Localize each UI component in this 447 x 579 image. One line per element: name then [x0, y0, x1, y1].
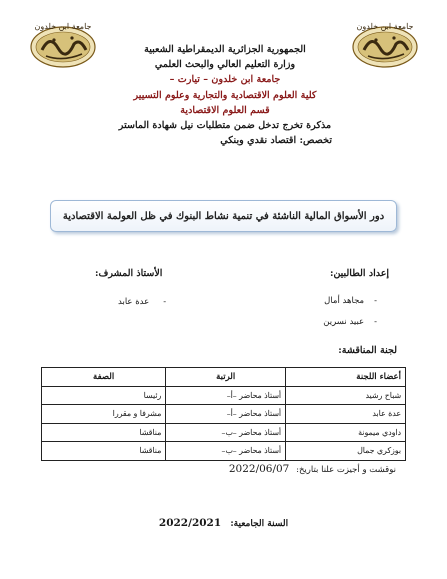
university-logo-left [28, 20, 98, 70]
committee-table [41, 367, 406, 461]
member-name: بوزكري جمال [286, 442, 406, 461]
member-role: مناقشا [42, 423, 166, 442]
faculty-line: كلية العلوم الاقتصادية والتجارية وعلوم التسيير [133, 89, 317, 101]
column-header: أعضاء اللجنة [286, 368, 406, 387]
member-name: شباح رشيد [286, 386, 406, 405]
student-entry [323, 317, 377, 327]
thesis-purpose-line: مذكرة تخرج تدخل ضمن متطلبات نيل شهادة الماستر [118, 120, 332, 132]
academic-year-label: السنة الجامعية: [230, 519, 289, 529]
member-role: مناقشا [42, 442, 166, 461]
supervisor-name: عدة عابد [118, 297, 150, 307]
member-role: رئيسا [42, 386, 166, 405]
specialty-line: تخصص: اقتصاد نقدي وبنكي [220, 135, 332, 147]
column-header: الصفة [42, 368, 166, 387]
ministry-line: وزارة التعليم العالي والبحث العلمي [154, 59, 296, 71]
member-rank: أستاذ محاضر –أ– [166, 386, 286, 405]
university-line: جامعة ابن خلدون – تيارت – [169, 74, 281, 86]
discussion-label: نوقشت و أجيزت علنا بتاريخ: [296, 465, 396, 475]
member-name: عدة عابد [286, 405, 406, 424]
supervisor-entry [118, 297, 166, 307]
republic-line: الجمهورية الجزائرية الديمقراطية الشعبية [144, 44, 306, 55]
university-logo-right [350, 20, 420, 70]
table-row [42, 423, 406, 442]
committee-label: لجنة المناقشة: [338, 345, 397, 356]
academic-year-value: 2022/2021 [158, 517, 222, 529]
discussion-date: 2022/06/07 [228, 463, 290, 475]
student-name: مجاهد أمال [324, 296, 365, 306]
table-header-row [42, 368, 406, 387]
institution-header [100, 42, 350, 148]
member-name: داودي ميمونة [286, 423, 406, 442]
column-header: الرتبة [166, 368, 286, 387]
department-line: قسم العلوم الاقتصادية [180, 104, 270, 116]
students-label: إعداد الطالبين: [329, 268, 389, 279]
member-rank: أستاذ محاضر –ب– [166, 442, 286, 461]
member-rank: أستاذ محاضر –أ– [166, 405, 286, 424]
student-entry [324, 296, 377, 306]
supervisor-label: الأستاذ المشرف: [95, 268, 163, 279]
bullet-dash: - [163, 297, 167, 307]
member-role: مشرفا و مقررا [42, 405, 166, 424]
discussion-date-line [229, 463, 396, 475]
student-name: عبيد نسرين [323, 317, 365, 327]
table-row [42, 442, 406, 461]
logo-caption: جامعة ابن خلدون [356, 22, 414, 31]
academic-year-line [0, 517, 447, 529]
thesis-title: دور الأسواق المالية الناشئة في تنمية نشاط البنوك في ظل العولمة الاقتصادية [62, 210, 385, 222]
thesis-title-box [50, 200, 397, 232]
bullet-dash: - [374, 296, 377, 306]
table-row [42, 405, 406, 424]
bullet-dash: - [374, 317, 377, 327]
member-rank: أستاذ محاضر –ب– [166, 423, 286, 442]
logo-caption: جامعة ابن خلدون [34, 22, 92, 31]
table-row [42, 386, 406, 405]
